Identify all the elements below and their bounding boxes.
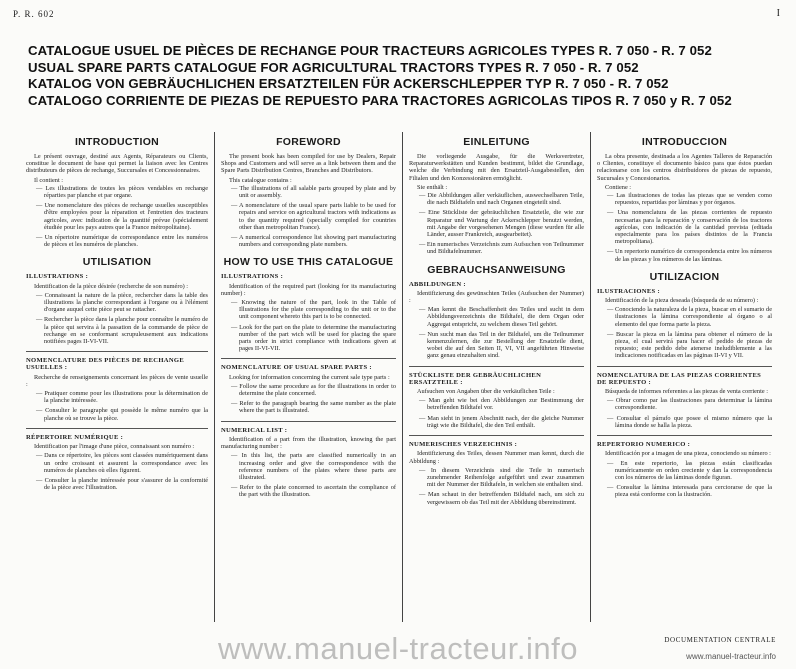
subsection-item: — Follow the same procedure as for the illustrations in order to determine the plate concerned. <box>231 382 396 398</box>
contents-label: Sie enthält : <box>417 183 448 191</box>
language-columns <box>26 132 778 622</box>
subsection-lead: Identificación de la pieza deseada (búsqueda de su número) : <box>605 297 759 305</box>
document-reference: P. R. 602 <box>13 9 55 19</box>
subsection-title: RÉPERTOIRE NUMÉRIQUE : <box>26 433 124 441</box>
contents-item: — The illustrations of all salable parts grouped by plate and by unit or assembly. <box>231 184 396 200</box>
subsection-item: — Refer to the paragraph bearing the same number as the plate where the part is illustrated. <box>231 400 396 415</box>
section-heading: FOREWORD <box>276 136 341 148</box>
section-heading: INTRODUCTION <box>74 136 160 148</box>
subsection-item: — Dans ce répertoire, les pièces sont classées numériquement dans un ordre croissant et assurent la correspondance avec les numéros de planches où elles figurent. <box>36 452 208 474</box>
subsection-item: — Look for the part on the plate to determine the manufacturing number of the part wich will be used for placing the spare parts order in strict compliance with indications given at pages II-VI-VII. <box>231 323 396 353</box>
subsection-item: — Consultar el párrafo que posee el mismo número que la lámina donde se halla la pieza. <box>607 414 772 429</box>
intro-paragraph: Die vorliegende Ausgabe, für die Werksvertreter, Reparaturwerkstätten und Kunden bestimmt, bildet die Grundlage, welche die Verbindung mit den Ersatzteil-Ausgabestellen, den Filialen und den Konzessionären ermöglicht. <box>409 153 584 182</box>
title-german: KATALOG VON GEBRÄUCHLICHEN ERSATZTEILEN FÜR ACKERSCHLEPPER TYP R. 7 050 - R. 7 052 <box>28 76 669 91</box>
section-divider <box>409 435 584 436</box>
watermark: www.manuel-tracteur.info <box>217 631 579 666</box>
column-english <box>214 132 402 622</box>
subsection-title: STÜCKLISTE DER GEBRÄUCHLICHEN ERSATZTEILE : <box>409 371 542 386</box>
subsection-item: — In diesem Verzeichnis sind die Teile in numerisch zunehmender Reihenfolge aufgeführt und zwar zusammen mit der Nummer der Bildtafeln, in welchen sie enthalten sind. <box>419 466 584 489</box>
subsection-item: — Man geht wie bei den Abbildungen zur Bestimmung der betreffenden Bildtafel vor. <box>419 397 584 412</box>
usage-heading: UTILIZACION <box>649 270 720 283</box>
page-number: I <box>776 8 780 19</box>
subsection-item: — Knowing the nature of the part, look in the Table of Illustrations for the plate corresponding to the unit or to the unit component whereto this part is to be connected. <box>231 299 396 321</box>
subsection-title: NUMERICAL LIST : <box>221 426 288 434</box>
subsection-title: NOMENCLATURE DES PIÈCES DE RECHANGE USUELLES : <box>26 357 185 372</box>
subsection-item: — Consultar la lámina interesada para cerciorarse de que la pieza está conforme con la ilustración. <box>607 484 772 499</box>
subsection-title: NUMERISCHES VERZEICHNIS : <box>409 441 518 449</box>
subsection-item: — Man kennt die Beschaffenheit des Teiles und sucht in dem Abbildungsverzeichnis die Bildtafel, die dem Organ oder Aggregat entspricht, zu welchem dieses Teil gehört. <box>419 306 584 328</box>
title-english: USUAL SPARE PARTS CATALOGUE FOR AGRICULTURAL TRACTORS TYPES R. 7 050 - R. 7 052 <box>28 59 639 75</box>
subsection-item: — In this list, the parts are classified numerically in an increasing order and give the correspondence with the reference numbers of the plates where these parts are illustrated. <box>231 452 396 481</box>
section-divider <box>597 435 772 436</box>
section-heading: EINLEITUNG <box>463 136 530 148</box>
column-spanish <box>590 132 778 622</box>
subsection-item: — Conociendo la naturaleza de la pieza, buscar en el sumario de ilustraciones la lámina correspondiente al órgano o al elemento del que forma parte la pieza. <box>607 306 772 328</box>
section-divider <box>221 421 396 422</box>
contents-item: — Las ilustraciones de todas las piezas que se venden como repuestos, repartidas por láminas y por órganos. <box>607 192 772 207</box>
intro-paragraph: La obra presente, destinada a los Agentes Talleres de Reparación o Clientes, constituye el documento básico para que éstos puedan relacionarse con los centros distribuidores de piezas de repuesto, Sucursales y Concesionarios. <box>597 153 772 182</box>
subsection-lead: Búsqueda de informes referentes a las piezas de venta corriente : <box>605 388 768 396</box>
section-divider <box>26 428 208 429</box>
catalogue-title-block <box>28 43 778 109</box>
usage-heading: HOW TO USE THIS CATALOGUE <box>223 256 394 269</box>
documentation-footer: DOCUMENTATION CENTRALE <box>664 636 776 644</box>
subsection-title: REPERTORIO NUMERICO : <box>597 441 691 449</box>
subsection-item: — Buscar la pieza en la lámina para obtener el número de la pieza, el cual servirá para hacer el pedido de piezas de repuesto; este pedido debe atenerse ineludiblemente a las indicaciones notificadas en las páginas II-VI y VII. <box>607 330 772 360</box>
footer-url: www.manuel-tracteur.info <box>686 652 776 661</box>
section-divider <box>409 366 584 367</box>
contents-item: — A nomenclature of the usual spare parts liable to be used for repairs and service on agricultural tractors with indications as to the quantity required (specially compiled for countries other than metropolitan France). <box>231 202 396 231</box>
contents-item: — Un répertoire numérique de correspondance entre les numéros de pièces et les numéros de planches. <box>36 234 208 249</box>
column-german <box>402 132 590 622</box>
subsection-item: — Rechercher la pièce dans la planche pour connaître le numéro de la pièce qui servira à la passation de la commande de pièce de rechange en se conformant scrupuleusement aux indications notifiées pages II-VI-VII. <box>36 316 208 346</box>
section-divider <box>221 358 396 359</box>
contents-item: — Die Abbildungen aller verkäuflichen, auswechselbaren Teile, die nach Bildtafeln und nach Organen eingeteilt sind. <box>419 192 584 207</box>
subsection-lead: Looking for information concerning the current sale type parts : <box>229 373 390 381</box>
subsection-lead: Identification par l'image d'une pièce, connaissant son numéro : <box>34 443 195 451</box>
subsection-item: — Man schaut in der betreffenden Bildtafel nach, um sich zu vergewissern ob das Teil mit der Abbildung übereinstimmt. <box>419 491 584 506</box>
column-french <box>26 132 214 622</box>
subsection-title: NOMENCLATURE OF USUAL SPARE PARTS : <box>221 364 372 372</box>
subsection-title: ILLUSTRATIONS : <box>26 273 89 281</box>
subsection-lead: Aufsuchen von Angaben über die verkäuflichen Teile : <box>417 388 555 396</box>
subsection-item: — Pratiquer comme pour les illustrations pour la détermination de la planche intéressée. <box>36 390 208 405</box>
usage-heading: GEBRAUCHSANWEISUNG <box>427 263 566 276</box>
contents-label: Il contient : <box>34 176 64 184</box>
contents-item: — Eine Stückliste der gebräuchlichen Ersatzteile, die wie zur Reparatur und Wartung der Ackerschlepper benutzt werden, mit Angabe der vorgesehenen Mengen (diese wurden für alle Länder, ausser Frankreich, ausgearbeitet). <box>419 209 584 239</box>
subsection-title: ABBILDUNGEN : <box>409 280 466 288</box>
subsection-lead: Identification of a part from the illustration, knowing the part manufacturing number : <box>221 435 396 451</box>
section-heading: INTRODUCCION <box>641 136 728 148</box>
contents-item: — A numerical correspondence list showing part manufacturing numbers and corresponding plate numbers. <box>231 234 396 249</box>
subsection-item: — Obrar como par las ilustraciones para determinar la lámina correspondiente. <box>607 397 772 412</box>
contents-label: Contiene : <box>605 183 632 191</box>
subsection-lead: Identifizierung des Teiles, dessen Nummer man kennt, durch die Abbildung : <box>409 450 584 465</box>
contents-item: — Ein numerisches Verzeichnis zum Aufsuchen von Teilnummer und Bildtafelnummer. <box>419 241 584 256</box>
subsection-item: — Refer to the plate concerned to ascertain the compliance of the part with the illustration. <box>231 484 396 499</box>
title-french: CATALOGUE USUEL DE PIÈCES DE RECHANGE POUR TRACTEURS AGRICOLES TYPES R. 7 050 - R. 7 052 <box>28 43 712 58</box>
intro-paragraph: Le présent ouvrage, destiné aux Agents, Réparateurs ou Clients, constitue le document de base qui permet la liaison avec les Centres distributeurs de pièces de rechange, Succursales et Concessionnaires. <box>26 153 208 175</box>
title-spanish: CATALOGO CORRIENTE DE PIEZAS DE REPUESTO PARA TRACTORES AGRICOLAS TIPOS R. 7 050 y R. 7 052 <box>28 92 732 108</box>
intro-paragraph: The present book has been compiled for use by Dealers, Repair Shops and Customers and will serve as a link between them and the Spare Parts Distribution Centres, Branches and Distributors. <box>221 153 396 175</box>
contents-item: — Une nomenclature des pièces de rechange usuelles susceptibles d'être employées pour la réparation et l'entretien des tracteurs agricoles, avec indication de la quantité prévue (spécialement étudiée pour les pays autres que la France métropolitaine). <box>36 202 208 231</box>
subsection-item: — En este repertorio, las piezas están clasificadas numéricamente en orden creciente y dan la correspondencia con los números de las láminas donde figuran. <box>607 459 772 481</box>
subsection-lead: Identification of the required part (looking for its manufacturing number) : <box>221 282 396 297</box>
subsection-lead: Identifizierung des gewünschten Teiles (Aufsuchen der Nummer) : <box>409 289 584 305</box>
contents-item: — Les illustrations de toutes les pièces vendables en rechange réparties par planche et par organe. <box>36 184 208 200</box>
subsection-item: — Consulter le paragraphe qui possède le même numéro que la planche où se trouve la pièce. <box>36 407 208 422</box>
subsection-item: — Consulter la planche intéressée pour s'assurer de la conformité de la pièce avec l'illustration. <box>36 476 208 492</box>
contents-item: — Una nomenclatura de las piezas corrientes de repuesto necesarias para la reparación y conservación de los tractores agrícolas, con indicación de la cantidad prevista (editada especialmente para los países distintos de la Francia metropolitana). <box>607 209 772 246</box>
subsection-title: ILLUSTRATIONS : <box>221 273 284 281</box>
subsection-title: ILUSTRACIONES : <box>597 287 660 295</box>
contents-item: — Un repertorio numérico de correspondencia entre los números de las piezas y los números de las láminas. <box>607 248 772 263</box>
subsection-lead: Recherche de renseignements concernant les pièces de vente usuelle : <box>26 373 208 388</box>
usage-heading: UTILISATION <box>82 256 152 269</box>
section-divider <box>26 351 208 352</box>
subsection-item: — Connaissant la nature de la pièce, rechercher dans la table des illustrations la planche correspondant à l'organe ou à l'élément d'organe auquel cette pièce peut se rattacher. <box>36 291 208 314</box>
subsection-item: — Man sieht in jenem Abschnitt nach, der die gleiche Nummer trägt wie die Bildtafel, die den Teil enthält. <box>419 414 584 429</box>
subsection-title: NOMENCLATURA DE LAS PIEZAS CORRIENTES DE REPUESTO : <box>597 371 762 386</box>
subsection-lead: Identificación por a imagen de una pieza, conociendo su número : <box>605 450 771 458</box>
subsection-lead: Identification de la pièce désirée (recherche de son numéro) : <box>34 282 189 290</box>
subsection-item: — Nun sucht man das Teil in der Bildtafel, um die Teilnummer kennenzulernen, die zur Bestellung der Ersatzteile dient, wobei die auf den Seiten II, VI, VII angeführten Hinweise ganz genau einzuhalten sind. <box>419 330 584 360</box>
section-divider <box>597 366 772 367</box>
contents-label: This catalogue contains : <box>229 176 292 184</box>
